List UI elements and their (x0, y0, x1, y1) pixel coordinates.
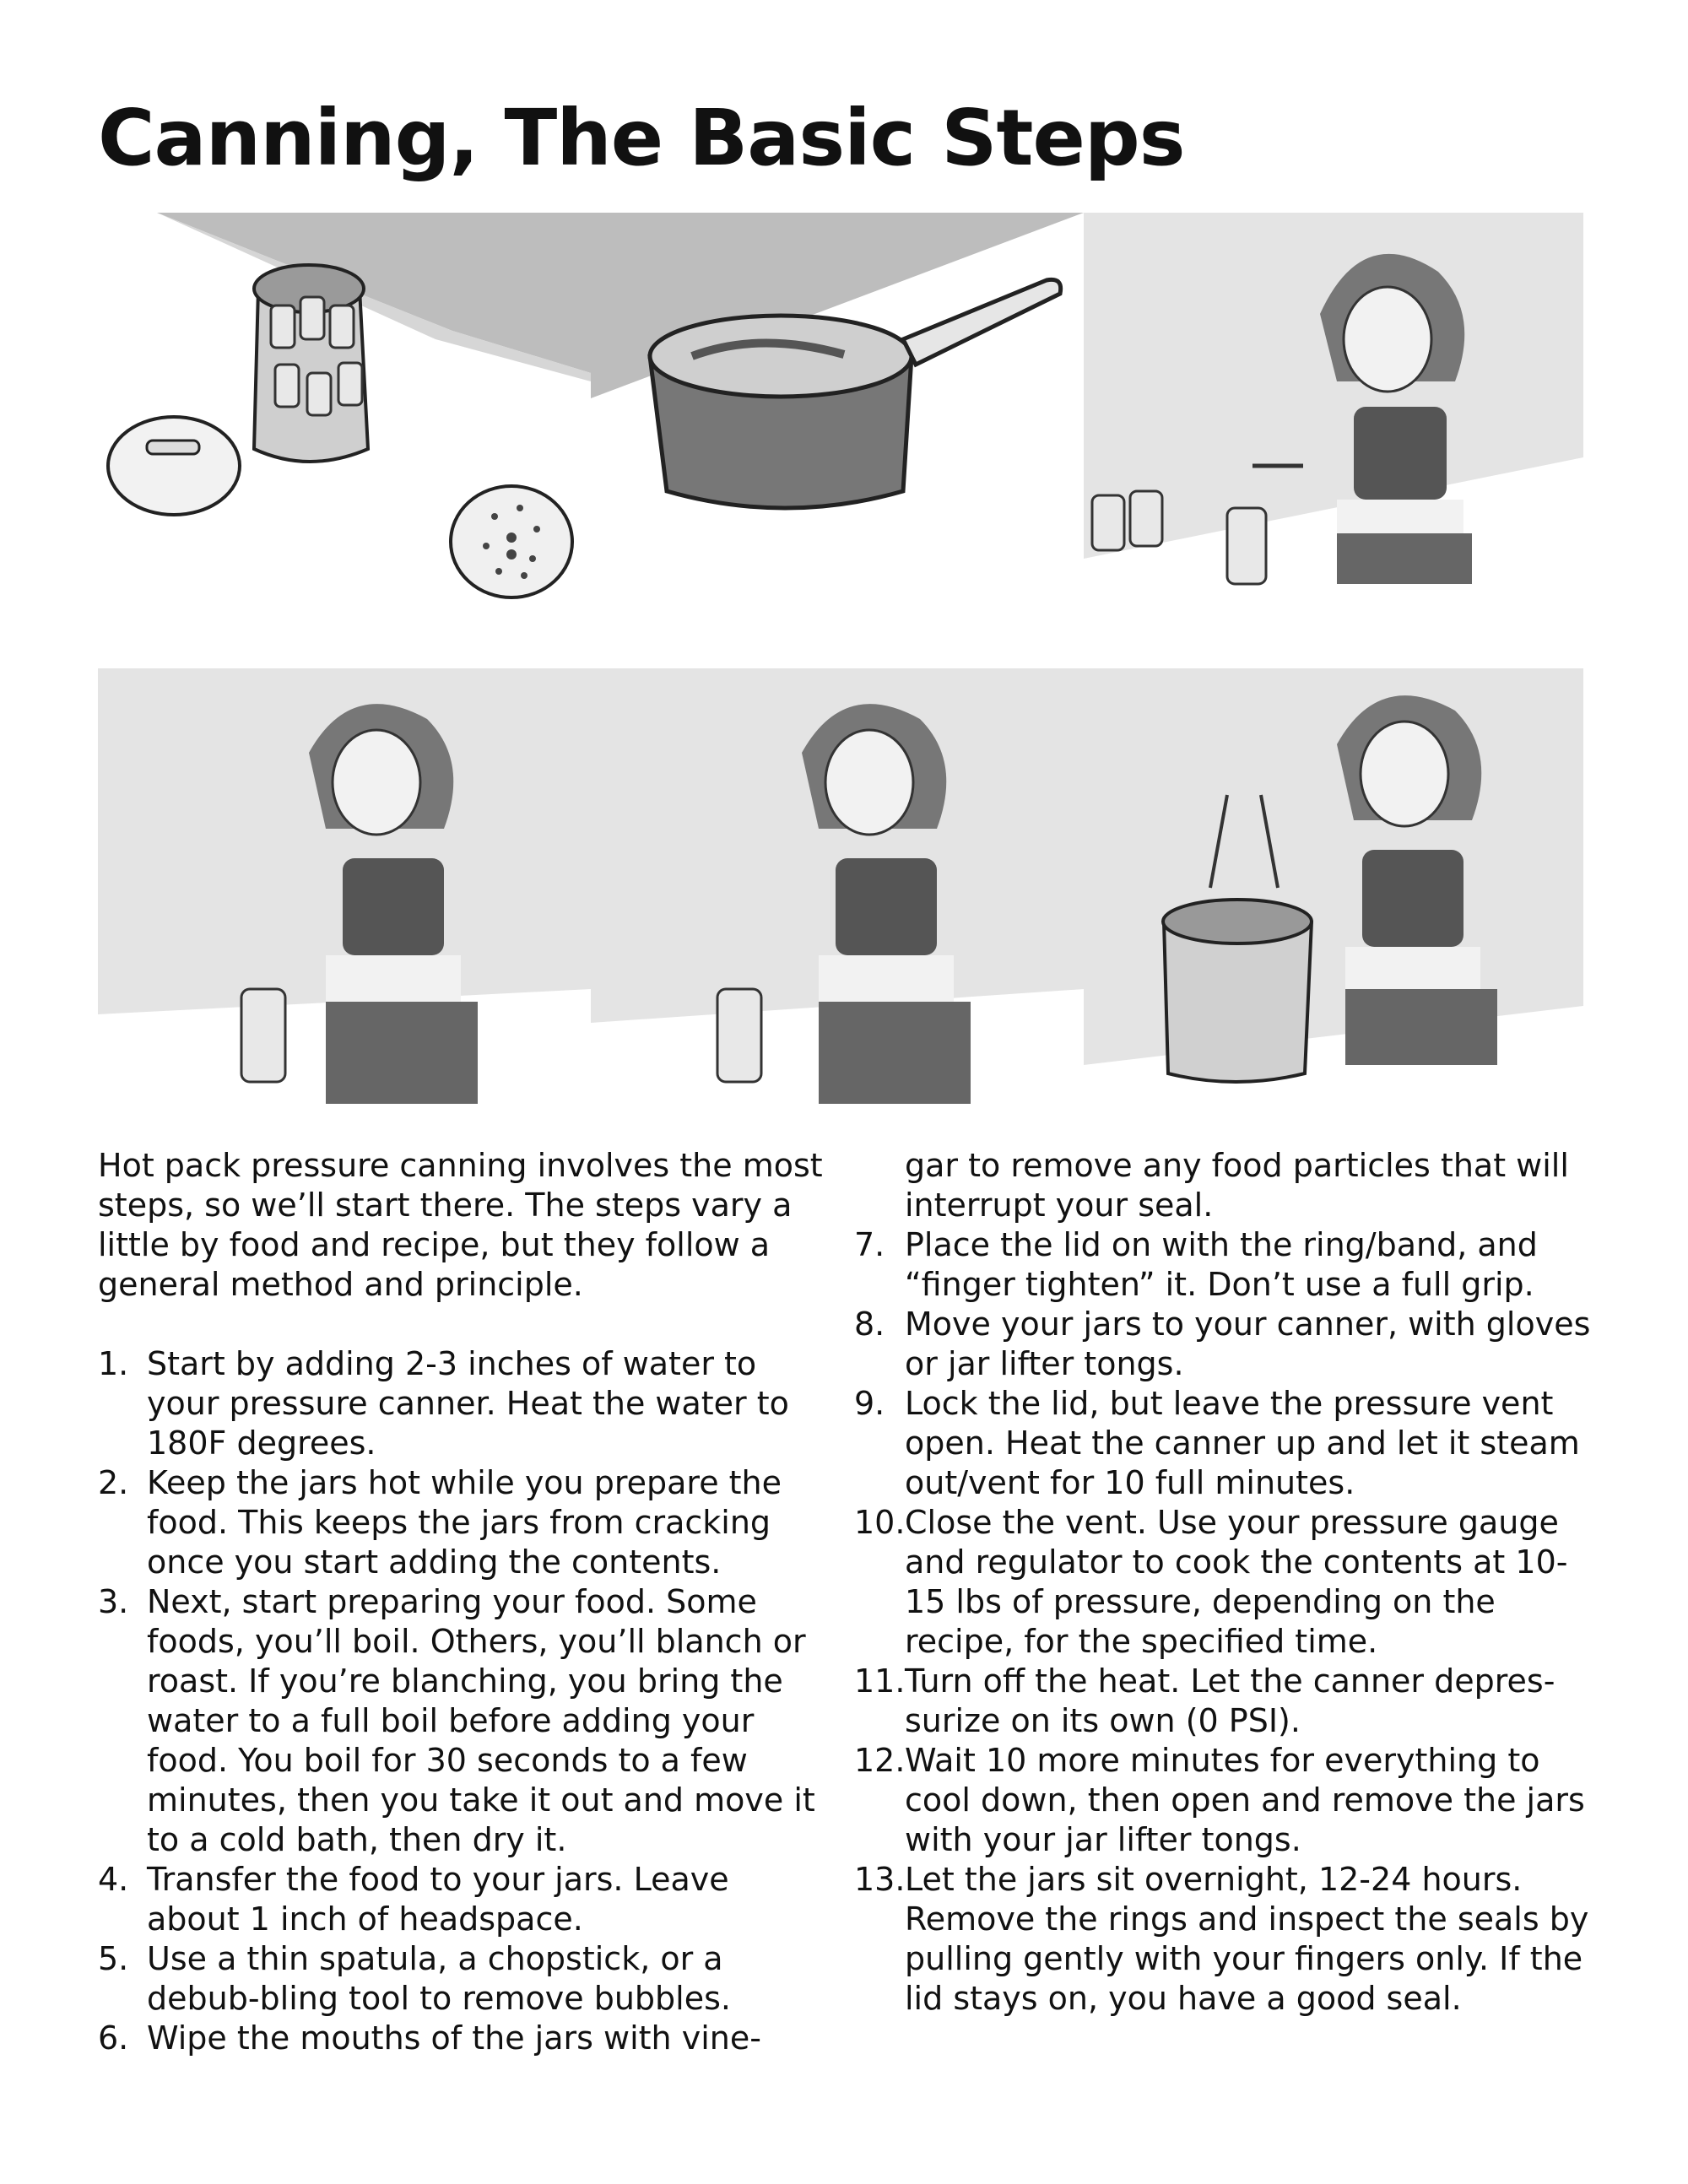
step-item (854, 1662, 1604, 1741)
step-number: 7. (854, 1226, 885, 1263)
step-item (854, 1305, 1604, 1384)
pan-drawing (591, 213, 1084, 608)
step-text: Let the jars sit overnight, 12-24 hours. Remove the rings and inspect the seals by pulling gently with your fingers only. If the lid stays on, you have a good seal. (905, 1861, 1589, 2017)
intro-paragraph: Hot pack pressure canning involves the most steps, so we’ll start there. The steps vary a little by food and recipe, but they follow a general method and principle. (98, 1147, 823, 1303)
step-number: 12. (854, 1742, 906, 1779)
step-number: 1. (98, 1345, 129, 1382)
step-item (98, 1582, 824, 1860)
step-item-continued (854, 1146, 1604, 1225)
step-item (854, 1225, 1604, 1305)
step-number: 13. (854, 1861, 906, 1898)
step-number: 9. (854, 1385, 885, 1422)
jar-icon (241, 989, 285, 1082)
step-number: 6. (98, 2019, 129, 2057)
step-number: 11. (854, 1662, 906, 1700)
step-number: 2. (98, 1464, 129, 1501)
steps-list-left (98, 1344, 824, 2058)
illustration-woman-filling-jars (1084, 213, 1583, 608)
step-text: Close the vent. Use your pressure gauge and regulator to cook the contents at 10-15 lbs of pressure, depending on the recipe, for the specified time. (905, 1504, 1568, 1660)
woman-scene-3 (591, 668, 1084, 1104)
canner-parts-drawing (98, 213, 591, 608)
step-number: 3. (98, 1583, 129, 1620)
illustration-canner-parts (98, 213, 591, 608)
step-item (854, 1741, 1604, 1860)
illustration-pan (591, 213, 1084, 608)
step-text: Keep the jars hot while you prepare the food. This keeps the jars from cracking once you start adding the contents. (147, 1464, 782, 1581)
step-text: Transfer the food to your jars. Leave about 1 inch of headspace. (147, 1861, 729, 1938)
step-text: Use a thin spatula, a chopstick, or a debub-bling tool to remove bubbles. (147, 1940, 731, 2017)
step-item (98, 1860, 824, 1939)
woman-scene-4 (1084, 668, 1583, 1104)
step-item (98, 2019, 824, 2058)
step-item (854, 1503, 1604, 1662)
woman-scene-2 (98, 668, 591, 1104)
step-item (98, 1939, 824, 2019)
canner-lid-icon (108, 417, 240, 515)
illustration-checking-jar (98, 668, 591, 1104)
step-item (854, 1384, 1604, 1503)
page-title: Canning, The Basic Steps (98, 93, 1185, 183)
step-text: Move your jars to your canner, with gloves or jar lifter tongs. (905, 1306, 1591, 1382)
left-text-column (98, 1146, 824, 2058)
step-number: 10. (854, 1504, 906, 1541)
illustration-lifting-jar-into-canner (1084, 668, 1583, 1104)
woman-scene-1 (1084, 213, 1583, 608)
step-text: gar to remove any food particles that will interrupt your seal. (905, 1147, 1569, 1224)
step-text: Next, start preparing your food. Some foods, you’ll boil. Others, you’ll blanch or roast. If you’re blanching, you bring the water to a full boil before adding your food. You boil for 30 seconds to a few minutes, then you take it out and move it to a cold bath, then dry it. (147, 1583, 815, 1858)
step-item (98, 1344, 824, 1463)
step-text: Start by adding 2-3 inches of water to your pressure canner. Heat the water to 180F degrees. (147, 1345, 789, 1462)
step-text: Lock the lid, but leave the pressure vent open. Heat the canner up and let it steam out/vent for 10 full minutes. (905, 1385, 1580, 1501)
step-number: 4. (98, 1861, 129, 1898)
step-number: 8. (854, 1306, 885, 1343)
jar-icon (717, 989, 761, 1082)
step-item (854, 1860, 1604, 2019)
step-text: Wait 10 more minutes for everything to cool down, then open and remove the jars with your jar lifter tongs. (905, 1742, 1585, 1858)
step-text: Turn off the heat. Let the canner depres-surize on its own (0 PSI). (905, 1662, 1555, 1739)
step-number: 5. (98, 1940, 129, 1977)
step-text: Place the lid on with the ring/band, and “finger tighten” it. Don’t use a full grip. (905, 1226, 1538, 1303)
illustration-debubbling-jar (591, 668, 1084, 1104)
right-text-column (854, 1146, 1604, 2019)
step-item (98, 1463, 824, 1582)
steps-list-right (854, 1146, 1604, 2019)
step-text: Wipe the mouths of the jars with vine- (147, 2019, 761, 2057)
